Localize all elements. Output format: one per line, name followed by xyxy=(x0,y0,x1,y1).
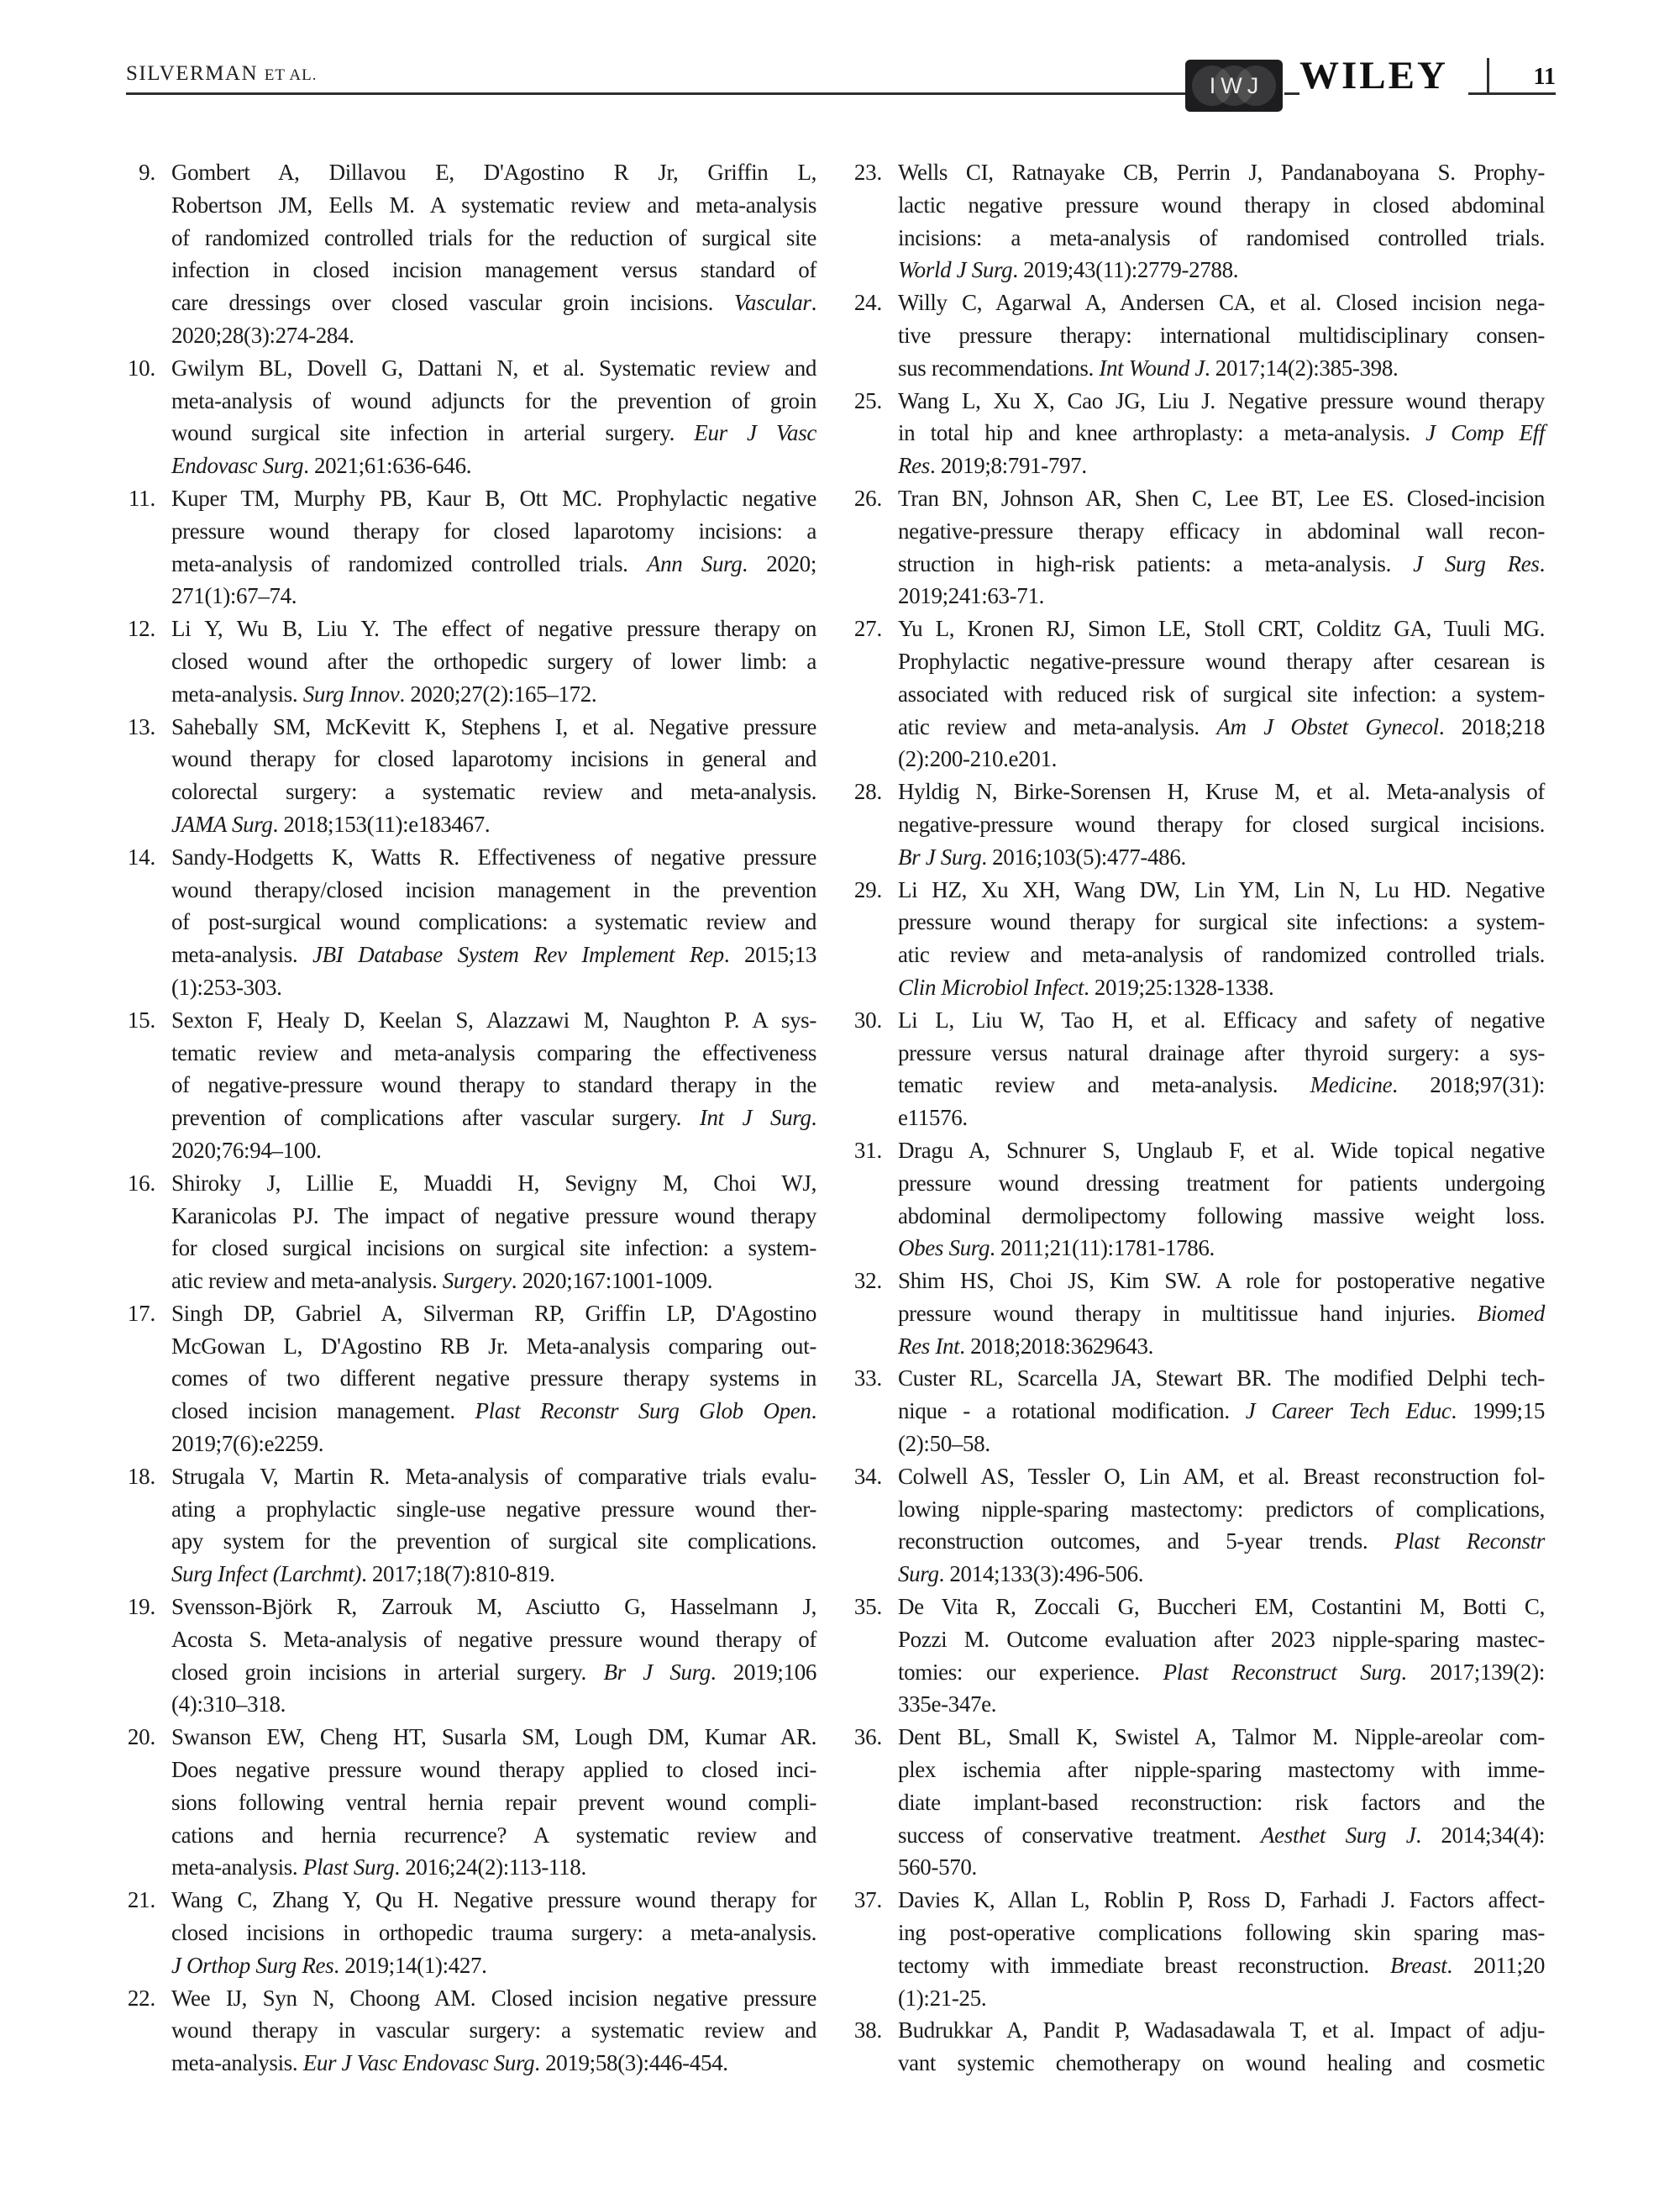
reference-line: infection in closed incision management versus standard of xyxy=(171,257,816,283)
reference-line: Does negative pressure wound therapy applied to closed inci- xyxy=(171,1757,816,1783)
reference-line: Obes Surg. 2011;21(11):1781-1786. xyxy=(898,1235,1215,1261)
reference-line: Clin Microbiol Infect. 2019;25:1328-1338. xyxy=(898,974,1274,1000)
reference-item xyxy=(126,1297,816,1460)
reference-item xyxy=(126,1460,816,1591)
reference-number: 34. xyxy=(853,1463,882,1489)
reference-line: atic review and meta-analysis. Am J Obstet Gynecol. 2018;218 xyxy=(898,713,1545,739)
reference-line: vant systemic chemotherapy on wound healing and cosmetic xyxy=(898,2050,1545,2076)
reference-line: in total hip and knee arthroplasty: a meta-analysis. J Comp Eff xyxy=(898,420,1545,446)
reference-item xyxy=(853,1591,1545,1721)
reference-line: nique - a rotational modification. J Career Tech Educ. 1999;15 xyxy=(898,1398,1545,1424)
reference-text xyxy=(171,1982,816,2080)
reference-text xyxy=(171,1591,816,1721)
reference-item xyxy=(853,2014,1545,2080)
reference-line: Gombert A, Dillavou E, D'Agostino R Jr, Griffin L, xyxy=(171,160,816,185)
reference-line: ing post-operative complications following skin sparing mas- xyxy=(898,1920,1545,1946)
reference-line: for closed surgical incisions on surgical site infection: a system- xyxy=(171,1235,816,1261)
reference-line: Surg. 2014;133(3):496-506. xyxy=(898,1561,1144,1587)
reference-item xyxy=(853,1265,1545,1362)
reference-line: 2019;7(6):e2259. xyxy=(171,1431,324,1457)
reference-line: (1):21-25. xyxy=(898,1985,987,2011)
reference-number: 35. xyxy=(853,1594,882,1620)
reference-line: meta-analysis. Surg Innov. 2020;27(2):165–172. xyxy=(171,681,597,707)
reference-line: pressure wound therapy in multitissue hand injuries. Biomed xyxy=(898,1300,1545,1326)
reference-line: Colwell AS, Tessler O, Lin AM, et al. Breast reconstruction fol- xyxy=(898,1463,1545,1489)
reference-item xyxy=(126,841,816,1004)
reference-line: meta-analysis of wound adjuncts for the prevention of groin xyxy=(171,387,816,413)
reference-line: Shiroky J, Lillie E, Muaddi H, Sevigny M, Choi WJ, xyxy=(171,1170,816,1196)
reference-line: Li HZ, Xu XH, Wang DW, Lin YM, Lin N, Lu HD. Negative xyxy=(898,876,1545,902)
reference-line: sus recommendations. Int Wound J. 2017;14(2):385-398. xyxy=(898,355,1399,381)
reference-item xyxy=(126,1004,816,1167)
reference-line: meta-analysis. Plast Surg. 2016;24(2):113-118. xyxy=(171,1854,586,1880)
reference-line: meta-analysis. Eur J Vasc Endovasc Surg. 2019;58(3):446-454. xyxy=(171,2050,728,2076)
reference-line: lowing nipple-sparing mastectomy: predictors of complications, xyxy=(898,1496,1545,1522)
reference-item xyxy=(853,613,1545,776)
reference-line: success of conservative treatment. Aesthet Surg J. 2014;34(4): xyxy=(898,1822,1546,1848)
reference-line: atic review and meta-analysis. Surgery. 2020;167:1001-1009. xyxy=(171,1268,713,1294)
reference-item xyxy=(126,1591,816,1721)
reference-line: JAMA Surg. 2018;153(11):e183467. xyxy=(171,811,491,837)
reference-line: closed incisions in orthopedic trauma surgery: a meta-analysis. xyxy=(171,1920,816,1946)
reference-line: pressure wound therapy for surgical site infections: a system- xyxy=(898,909,1545,935)
reference-line: Shim HS, Choi JS, Kim SW. A role for postoperative negative xyxy=(898,1268,1545,1294)
reference-line: Tran BN, Johnson AR, Shen C, Lee BT, Lee ES. Closed-incision xyxy=(898,485,1545,511)
reference-line: Res. 2019;8:791-797. xyxy=(898,453,1087,479)
reference-item xyxy=(126,1167,816,1297)
reference-line: tive pressure therapy: international multidisciplinary consen- xyxy=(898,322,1545,348)
reference-number: 27. xyxy=(853,616,882,642)
reference-line: Davies K, Allan L, Roblin P, Ross D, Farhadi J. Factors affect- xyxy=(898,1887,1545,1913)
reference-number: 25. xyxy=(853,387,882,413)
reference-number: 30. xyxy=(853,1007,882,1033)
reference-line: tomies: our experience. Plast Reconstruct Surg. 2017;139(2): xyxy=(898,1659,1545,1685)
reference-line: 2019;241:63-71. xyxy=(898,583,1044,609)
reference-line: negative-pressure therapy efficacy in abdominal wall recon- xyxy=(898,518,1545,544)
reference-item xyxy=(853,385,1545,482)
reference-text xyxy=(898,1265,1545,1362)
reference-number: 9. xyxy=(139,160,155,185)
reference-line: colorectal surgery: a systematic review and meta-analysis. xyxy=(171,779,816,805)
reference-item xyxy=(853,1362,1545,1460)
reference-number: 19. xyxy=(127,1594,155,1620)
reference-line: apy system for the prevention of surgical site complications. xyxy=(171,1528,816,1554)
reference-text xyxy=(898,156,1545,287)
reference-line: 271(1):67–74. xyxy=(171,583,297,609)
running-head-authors: SILVERMAN xyxy=(126,62,259,85)
reference-line: 2020;28(3):274-284. xyxy=(171,322,354,348)
iwj-journal-logo xyxy=(1185,60,1283,112)
reference-line: wound therapy/closed incision management in the prevention xyxy=(171,876,816,902)
reference-text xyxy=(898,613,1545,776)
reference-line: Wang L, Xu X, Cao JG, Liu J. Negative pressure wound therapy xyxy=(898,387,1545,413)
reference-line: Res Int. 2018;2018:3629643. xyxy=(898,1333,1154,1359)
reference-line: negative-pressure wound therapy for closed surgical incisions. xyxy=(898,811,1545,837)
reference-line: J Orthop Surg Res. 2019;14(1):427. xyxy=(171,1952,487,1978)
reference-item xyxy=(853,156,1545,287)
reference-line: Karanicolas PJ. The impact of negative pressure wound therapy xyxy=(171,1202,816,1228)
reference-text xyxy=(898,1721,1545,1884)
reference-line: associated with reduced risk of surgical site infection: a system- xyxy=(898,681,1545,707)
reference-number: 28. xyxy=(853,779,882,805)
reference-number: 33. xyxy=(853,1365,882,1391)
reference-line: of negative-pressure wound therapy to standard therapy in the xyxy=(171,1072,816,1098)
reference-line: Gwilym BL, Dovell G, Dattani N, et al. Systematic review and xyxy=(171,355,816,381)
reference-line: Dragu A, Schnurer S, Unglaub F, et al. Wide topical negative xyxy=(898,1137,1545,1163)
reference-line: pressure wound therapy for closed laparotomy incisions: a xyxy=(171,518,816,544)
reference-item xyxy=(853,1884,1545,2014)
reference-line: diate implant-based reconstruction: risk factors and the xyxy=(898,1789,1545,1815)
reference-line: struction in high-risk patients: a meta-analysis. J Surg Res. xyxy=(898,550,1545,576)
reference-number: 11. xyxy=(128,485,155,511)
references-right-column xyxy=(853,156,1545,2080)
reference-line: (2):200-210.e201. xyxy=(898,746,1058,772)
reference-line: Strugala V, Martin R. Meta-analysis of comparative trials evalu- xyxy=(171,1463,816,1489)
reference-text xyxy=(898,776,1545,873)
reference-text xyxy=(171,352,816,482)
reference-number: 14. xyxy=(127,844,155,870)
reference-line: Pozzi M. Outcome evaluation after 2023 nipple-sparing mastec- xyxy=(898,1626,1545,1652)
reference-line: Yu L, Kronen RJ, Simon LE, Stoll CRT, Colditz GA, Tuuli MG. xyxy=(898,616,1545,642)
reference-line: care dressings over closed vascular groin incisions. Vascular. xyxy=(171,290,816,316)
reference-number: 23. xyxy=(853,160,882,185)
reference-line: sions following ventral hernia repair prevent wound compli- xyxy=(171,1789,816,1815)
reference-line: Surg Infect (Larchmt). 2017;18(7):810-819. xyxy=(171,1561,555,1587)
reference-text xyxy=(171,1297,816,1460)
reference-number: 18. xyxy=(127,1463,155,1489)
reference-text xyxy=(898,2014,1545,2080)
reference-number: 20. xyxy=(127,1724,155,1750)
reference-line: Svensson-Björk R, Zarrouk M, Asciutto G, Hasselmann J, xyxy=(171,1594,816,1620)
reference-item xyxy=(126,711,816,841)
reference-line: (1):253-303. xyxy=(171,974,282,1000)
header-rule-right xyxy=(1468,92,1556,95)
page-number: 11 xyxy=(1533,64,1556,90)
reference-number: 10. xyxy=(127,355,155,381)
reference-line: cations and hernia recurrence? A systematic review and xyxy=(171,1822,816,1848)
header-tick-divider xyxy=(1487,58,1489,93)
reference-line: closed wound after the orthopedic surgery of lower limb: a xyxy=(171,648,816,674)
reference-number: 37. xyxy=(853,1887,882,1913)
reference-line: Kuper TM, Murphy PB, Kaur B, Ott MC. Prophylactic negative xyxy=(171,485,816,511)
reference-item xyxy=(126,352,816,482)
reference-line: Sandy-Hodgetts K, Watts R. Effectiveness of negative pressure xyxy=(171,844,816,870)
reference-line: wound therapy for closed laparotomy incisions in general and xyxy=(171,746,816,772)
reference-line: of post-surgical wound complications: a systematic review and xyxy=(171,909,816,935)
header-rule-left xyxy=(126,92,1185,95)
reference-line: Budrukkar A, Pandit P, Wadasadawala T, et al. Impact of adju- xyxy=(898,2017,1545,2043)
reference-line: Willy C, Agarwal A, Andersen CA, et al. Closed incision nega- xyxy=(898,290,1545,316)
reference-line: prevention of complications after vascular surgery. Int J Surg. xyxy=(171,1105,816,1131)
reference-line: wound therapy in vascular surgery: a systematic review and xyxy=(171,2017,816,2043)
reference-line: closed incision management. Plast Reconstr Surg Glob Open. xyxy=(171,1398,816,1424)
reference-line: closed groin incisions in arterial surgery. Br J Surg. 2019;106 xyxy=(171,1659,816,1685)
reference-number: 13. xyxy=(127,713,155,739)
reference-text xyxy=(171,841,816,1004)
reference-line: Prophylactic negative-pressure wound therapy after cesarean is xyxy=(898,648,1545,674)
running-head xyxy=(126,62,317,86)
reference-line: Hyldig N, Birke-Sorensen H, Kruse M, et al. Meta-analysis of xyxy=(898,779,1545,805)
reference-line: wound surgical site infection in arterial surgery. Eur J Vasc xyxy=(171,420,816,446)
reference-text xyxy=(171,711,816,841)
reference-item xyxy=(853,874,1545,1004)
reference-line: World J Surg. 2019;43(11):2779-2788. xyxy=(898,257,1239,283)
reference-number: 29. xyxy=(853,876,882,902)
reference-item xyxy=(126,1884,816,1981)
reference-line: Sahebally SM, McKevitt K, Stephens I, et al. Negative pressure xyxy=(171,713,816,739)
reference-text xyxy=(171,1721,816,1884)
reference-line: Endovasc Surg. 2021;61:636-646. xyxy=(171,453,472,479)
reference-line: De Vita R, Zoccali G, Buccheri EM, Costantini M, Botti C, xyxy=(898,1594,1545,1620)
reference-item xyxy=(853,1721,1545,1884)
reference-line: tectomy with immediate breast reconstruction. Breast. 2011;20 xyxy=(898,1952,1545,1978)
reference-number: 36. xyxy=(853,1724,882,1750)
reference-text xyxy=(898,1591,1545,1721)
reference-number: 17. xyxy=(127,1300,155,1326)
reference-line: e11576. xyxy=(898,1105,968,1131)
reference-text xyxy=(898,1134,1545,1265)
reference-text xyxy=(171,482,816,613)
reference-line: ating a prophylactic single-use negative pressure wound ther- xyxy=(171,1496,816,1522)
reference-line: (2):50–58. xyxy=(898,1431,990,1457)
header-rule-middle xyxy=(1284,92,1299,95)
reference-line: Wang C, Zhang Y, Qu H. Negative pressure wound therapy for xyxy=(171,1887,816,1913)
reference-line: Custer RL, Scarcella JA, Stewart BR. The modified Delphi tech- xyxy=(898,1365,1545,1391)
reference-line: of randomized controlled trials for the reduction of surgical site xyxy=(171,224,816,250)
reference-item xyxy=(853,482,1545,613)
reference-text xyxy=(898,1460,1545,1591)
reference-number: 31. xyxy=(853,1137,882,1163)
reference-number: 26. xyxy=(853,485,882,511)
reference-line: Wee IJ, Syn N, Choong AM. Closed incision negative pressure xyxy=(171,1985,816,2011)
reference-line: 560-570. xyxy=(898,1854,977,1880)
references-left-column xyxy=(126,156,816,2080)
reference-number: 16. xyxy=(127,1170,155,1196)
reference-line: meta-analysis. JBI Database System Rev Implement Rep. 2015;13 xyxy=(171,942,816,968)
reference-text xyxy=(898,874,1545,1004)
reference-text xyxy=(898,1362,1545,1460)
reference-line: Swanson EW, Cheng HT, Susarla SM, Lough DM, Kumar AR. xyxy=(171,1724,816,1750)
reference-line: Dent BL, Small K, Swistel A, Talmor M. Nipple-areolar com- xyxy=(898,1724,1545,1750)
reference-number: 38. xyxy=(853,2017,882,2043)
reference-line: Singh DP, Gabriel A, Silverman RP, Griffin LP, D'Agostino xyxy=(171,1300,816,1326)
reference-line: reconstruction outcomes, and 5-year trends. Plast Reconstr xyxy=(898,1528,1545,1554)
reference-line: atic review and meta-analysis of randomized controlled trials. xyxy=(898,942,1545,968)
reference-item xyxy=(853,1460,1545,1591)
reference-line: Br J Surg. 2016;103(5):477-486. xyxy=(898,844,1186,870)
reference-line: Wells CI, Ratnayake CB, Perrin J, Pandanaboyana S. Prophy- xyxy=(898,160,1545,185)
reference-line: 335e-347e. xyxy=(898,1691,997,1717)
reference-item xyxy=(853,287,1545,384)
reference-item xyxy=(126,482,816,613)
reference-line: pressure wound dressing treatment for patients undergoing xyxy=(898,1170,1545,1196)
reference-text xyxy=(898,1884,1545,2014)
reference-text xyxy=(171,1460,816,1591)
reference-text xyxy=(898,482,1545,613)
running-head-suffix: ET AL. xyxy=(264,66,318,84)
wiley-wordmark: WILEY xyxy=(1299,54,1448,97)
reference-line: comes of two different negative pressure therapy systems in xyxy=(171,1365,816,1391)
reference-line: meta-analysis of randomized controlled trials. Ann Surg. 2020; xyxy=(171,550,816,576)
reference-line: lactic negative pressure wound therapy in closed abdominal xyxy=(898,192,1545,218)
reference-number: 32. xyxy=(853,1268,882,1294)
reference-text xyxy=(171,1884,816,1981)
reference-text xyxy=(898,287,1545,384)
reference-line: Acosta S. Meta-analysis of negative pressure wound therapy of xyxy=(171,1626,816,1652)
reference-text xyxy=(171,1167,816,1297)
reference-line: pressure versus natural drainage after thyroid surgery: a sys- xyxy=(898,1039,1545,1065)
reference-line: abdominal dermolipectomy following massive weight loss. xyxy=(898,1202,1545,1228)
reference-line: (4):310–318. xyxy=(171,1691,286,1717)
reference-line: tematic review and meta-analysis comparing the effectiveness xyxy=(171,1039,816,1065)
reference-item xyxy=(126,613,816,710)
iwj-logo-text: IWJ xyxy=(1209,72,1264,98)
reference-line: McGowan L, D'Agostino RB Jr. Meta-analysis comparing out- xyxy=(171,1333,816,1359)
reference-line: 2020;76:94–100. xyxy=(171,1137,322,1163)
reference-number: 15. xyxy=(127,1007,155,1033)
reference-line: plex ischemia after nipple-sparing mastectomy with imme- xyxy=(898,1757,1545,1783)
reference-item xyxy=(126,1721,816,1884)
reference-number: 22. xyxy=(127,1985,155,2011)
reference-item xyxy=(853,1134,1545,1265)
reference-number: 24. xyxy=(853,290,882,316)
reference-item xyxy=(853,1004,1545,1134)
reference-line: Sexton F, Healy D, Keelan S, Alazzawi M, Naughton P. A sys- xyxy=(171,1007,816,1033)
reference-line: tematic review and meta-analysis. Medicine. 2018;97(31): xyxy=(898,1072,1545,1098)
reference-text xyxy=(898,1004,1545,1134)
reference-text xyxy=(171,613,816,710)
reference-item xyxy=(853,776,1545,873)
reference-line: incisions: a meta-analysis of randomised controlled trials. xyxy=(898,224,1545,250)
reference-text xyxy=(171,156,816,352)
reference-item xyxy=(126,156,816,352)
reference-line: Li Y, Wu B, Liu Y. The effect of negative pressure therapy on xyxy=(171,616,816,642)
reference-number: 12. xyxy=(127,616,155,642)
reference-line: Robertson JM, Eells M. A systematic review and meta-analysis xyxy=(171,192,816,218)
reference-line: Li L, Liu W, Tao H, et al. Efficacy and safety of negative xyxy=(898,1007,1545,1033)
reference-number: 21. xyxy=(127,1887,155,1913)
reference-text xyxy=(171,1004,816,1167)
reference-text xyxy=(898,385,1545,482)
reference-item xyxy=(126,1982,816,2080)
